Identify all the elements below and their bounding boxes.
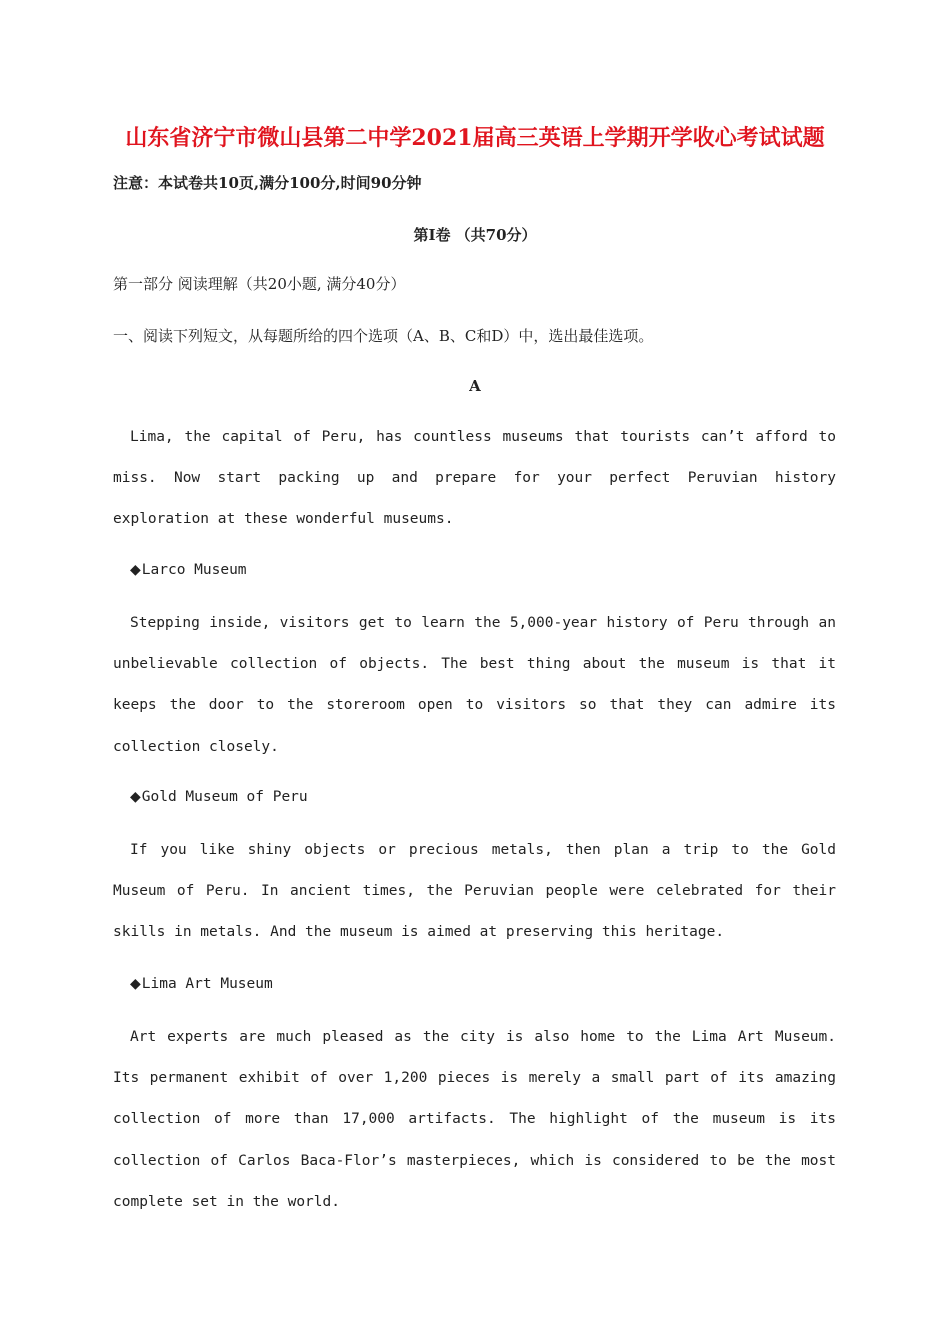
museum-heading-lima-art [130,976,273,992]
diamond-icon: ◆ [130,789,141,805]
diamond-icon: ◆ [130,562,141,578]
museum-paragraph-gold: If you like shiny objects or precious metals, then plan a trip to the Gold Museum of Peru. In ancient times, the Peruvian people were celebrated for their skills in metals. And the museum is aimed at preserving this heritage. [113,842,836,941]
diamond-icon: ◆ [130,976,141,992]
museum-paragraph-larco: Stepping inside, visitors get to learn the 5,000-year history of Peru through an unbelievable collection of objects. The best thing about the museum is that it keeps the door to the storeroom open to visitors so that they can admire its collection closely. [113,615,836,755]
part-heading: 第一部分 阅读理解（共20小题, 满分40分） [113,275,406,293]
exam-notice: 注意：本试卷共10页,满分100分,时间90分钟 [113,174,422,192]
museum-heading-larco [130,562,247,578]
museum-name: Gold Museum of Peru [141,789,308,805]
passage-letter: A [469,377,481,395]
intro-paragraph: Lima, the capital of Peru, has countless museums that tourists can’t afford to miss. Now start packing up and prepare for your perfect Peruvian history exploration at these wonderful museums. [113,429,836,528]
section-heading: 第Ⅰ卷 （共70分） [413,226,537,244]
museum-heading-gold [130,789,308,805]
exam-title: 山东省济宁市微山县第二中学2021届高三英语上学期开学收心考试试题 [125,125,825,151]
museum-name: Lima Art Museum [141,976,273,992]
museum-paragraph-lima-art: Art experts are much pleased as the city is also home to the Lima Art Museum. Its permanent exhibit of over 1,200 pieces is merely a small part of its amazing collection of more than 17,000 artifacts. The highlight of the museum is its collection of Carlos Baca-Flor’s masterpieces, which is considered to be the most complete set in the world. [113,1029,836,1210]
museum-name: Larco Museum [141,562,247,578]
instruction-text: 一、阅读下列短文，从每题所给的四个选项（A、B、C和D）中，选出最佳选项。 [113,327,654,345]
